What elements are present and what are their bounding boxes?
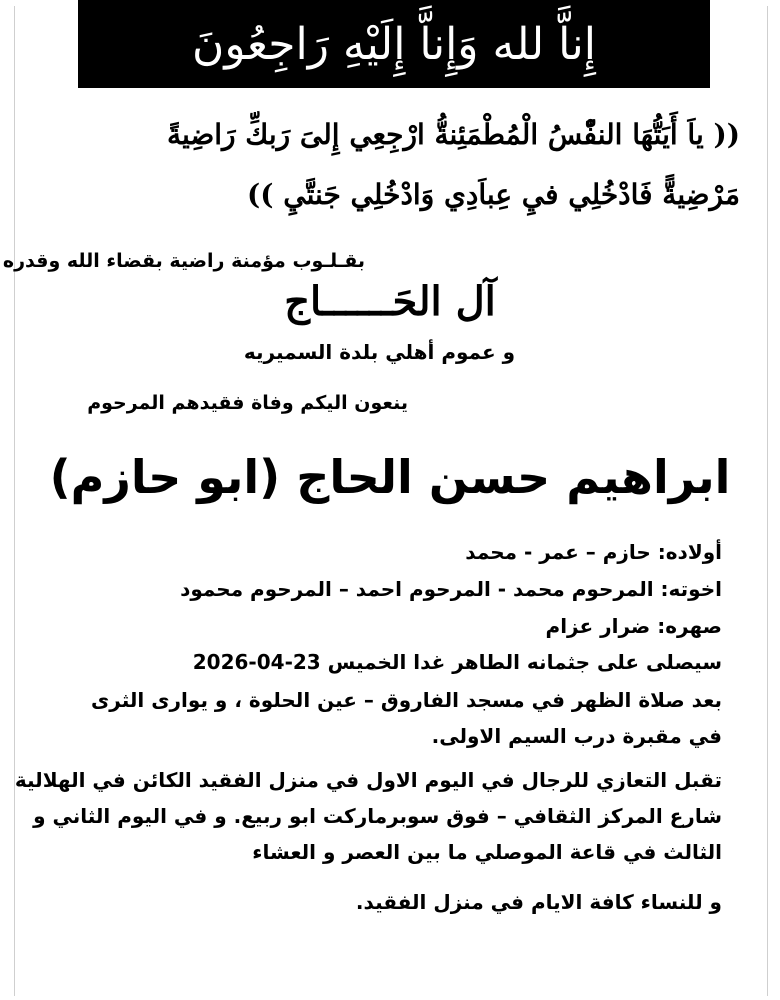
header-banner [78,0,710,88]
condolences-line-3: الثالث في قاعة الموصلي ما بين العصر و العشاء [252,840,722,864]
funeral-line-1: سيصلى على جثمانه الطاهر غدا الخميس 23-04-2026 [192,650,722,674]
quran-verse-line-1: (( ياَ أَيَتُّهَا النفّْسُ الْمُطْمَئِنةُّ ارْجِعِي إِلىَ رَبكِّ رَاضِيةً [166,118,740,151]
deceased-name: ابراهيم حسن الحاج (ابو حازم) [49,450,731,504]
header-verse: إِناَّ لله وَإِناَّ إِلَيْهِ رَاجِعُونَ [192,18,596,70]
children-text: أولاده: حازم – عمر - محمد [465,540,722,564]
son-in-law-text: صهره: ضرار عزام [545,614,722,638]
family-name: آل الحَــــــاج [284,278,496,325]
women-condolences: و للنساء كافة الايام في منزل الفقيد. [355,890,722,914]
quran-verse-line-2: مَرْضِيةًّ فَادْخُلِي فيِ عِباَدِي وَادْخُلِي جَنتَّيِ )) [247,178,740,211]
funeral-line-2: بعد صلاة الظهر في مسجد الفاروق – عين الحلوة ، و يوارى الثرى [90,688,722,712]
condolences-line-2: شارع المركز الثقافي – فوق سوبرماركت ابو ربيع. و في اليوم الثاني و [33,804,722,828]
condolences-line-1: تقبل التعازي للرجال في اليوم الاول في منزل الفقيد الكائن في الهلالية [14,768,722,792]
intro-text: بقـلـوب مؤمنة راضية بقضاء الله وقدره [2,250,365,272]
brothers-text: اخوته: المرحوم محمد - المرحوم احمد – المرحوم محمود [180,577,722,601]
relatives-text: و عموم أهلي بلدة السميريه [243,340,515,364]
announce-text: ينعون اليكم وفاة فقيدهم المرحوم [87,392,408,414]
funeral-line-3: في مقبرة درب السيم الاولى. [431,724,722,748]
